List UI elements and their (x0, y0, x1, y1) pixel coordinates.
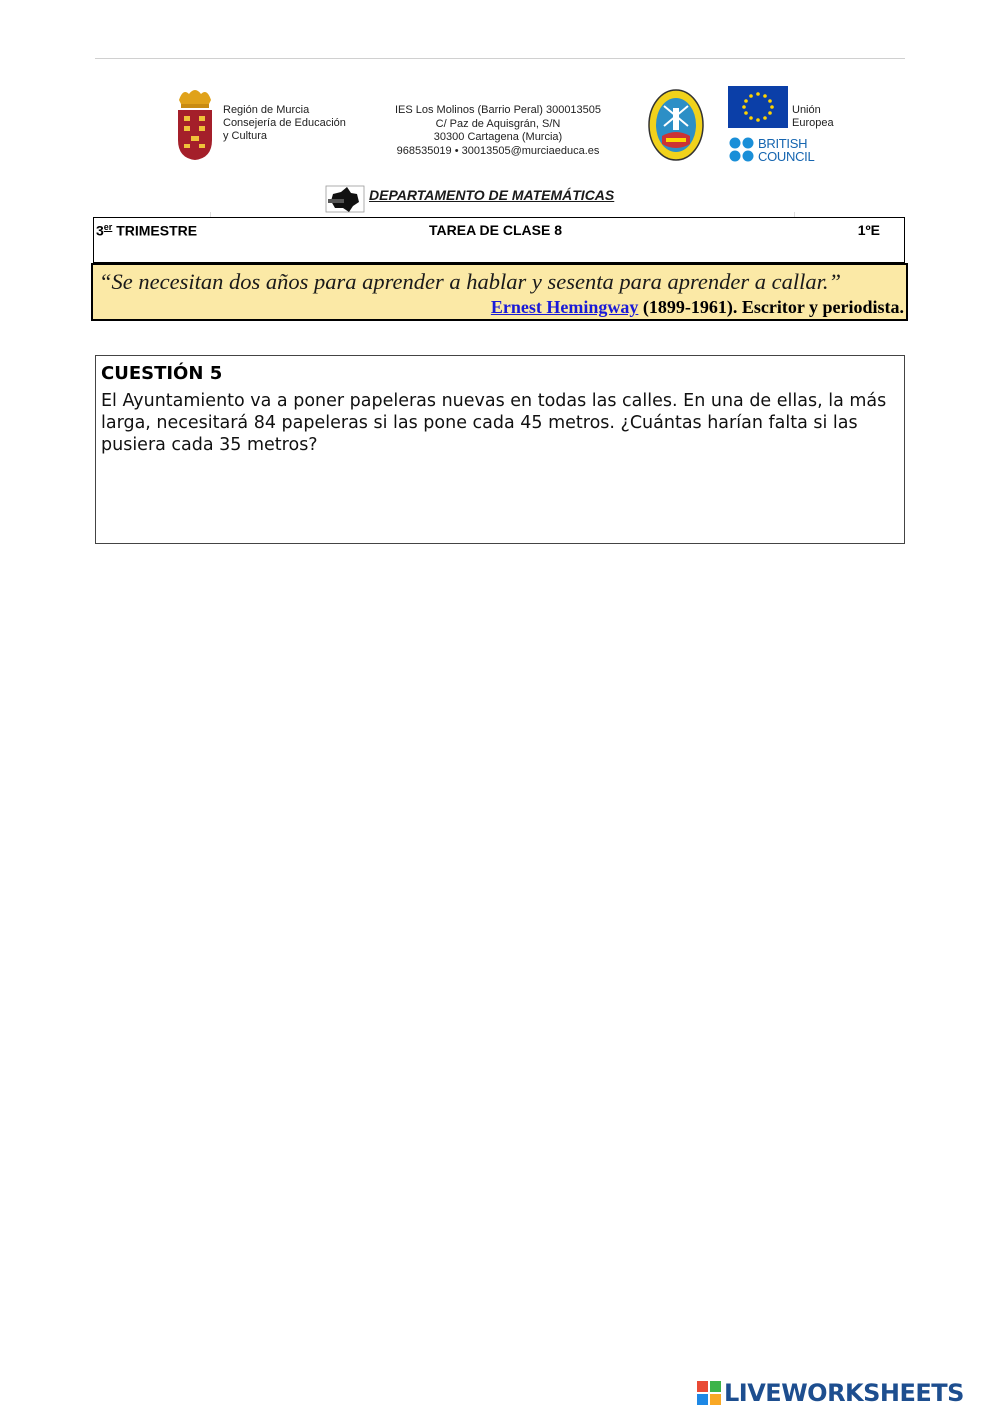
department-logo-icon (325, 184, 365, 214)
top-divider (95, 58, 905, 59)
quote-text: “Se necesitan dos años para aprender a hablar y sesenta para aprender a callar.” (99, 269, 842, 294)
task-info-box (93, 217, 905, 263)
liveworksheets-brand (697, 1379, 964, 1407)
eu-flag-icon (728, 86, 788, 128)
school-address: IES Los Molinos (Barrio Peral) 300013505 C/ Paz de Aquisgrán, S/N 30300 Cartagena (Murcia) 968535019 • 30013505@murciaeduca.es (394, 104, 602, 157)
department-title: DEPARTAMENTO DE MATEMÁTICAS (369, 187, 615, 203)
question-box (95, 355, 905, 544)
school-seal-icon (648, 88, 704, 162)
british-council-text: BRITISH COUNCIL (758, 136, 815, 164)
question-title: CUESTIÓN 5 (101, 363, 223, 384)
liveworksheets-text: LIVEWORKSHEETS (724, 1379, 964, 1407)
eu-text: Unión Europea (792, 104, 834, 129)
liveworksheets-logo-icon (697, 1381, 721, 1405)
british-council-dots-icon (729, 137, 755, 163)
question-text: El Ayuntamiento va a poner papeleras nuevas en todas las calles. En una de ellas, la más larga, necesitará 84 papeleras si las pone cada 45 metros. ¿Cuántas harían falta si las pusiera cada 35 metros? (101, 391, 887, 455)
region-murcia-text: Región de Murcia Consejería de Educación y Cultura (223, 104, 346, 142)
group-label: 1ºE (857, 222, 880, 238)
region-murcia-coat-of-arms-icon (175, 86, 215, 162)
task-label: TAREA DE CLASE 8 (429, 222, 563, 238)
quote-author-line (491, 297, 904, 317)
author-info: (1899-1961). Escritor y periodista. (638, 297, 904, 317)
author-link[interactable]: Ernest Hemingway (490, 297, 639, 317)
quote-box (91, 263, 908, 321)
trimester-label: 3er TRIMESTRE (96, 222, 198, 239)
